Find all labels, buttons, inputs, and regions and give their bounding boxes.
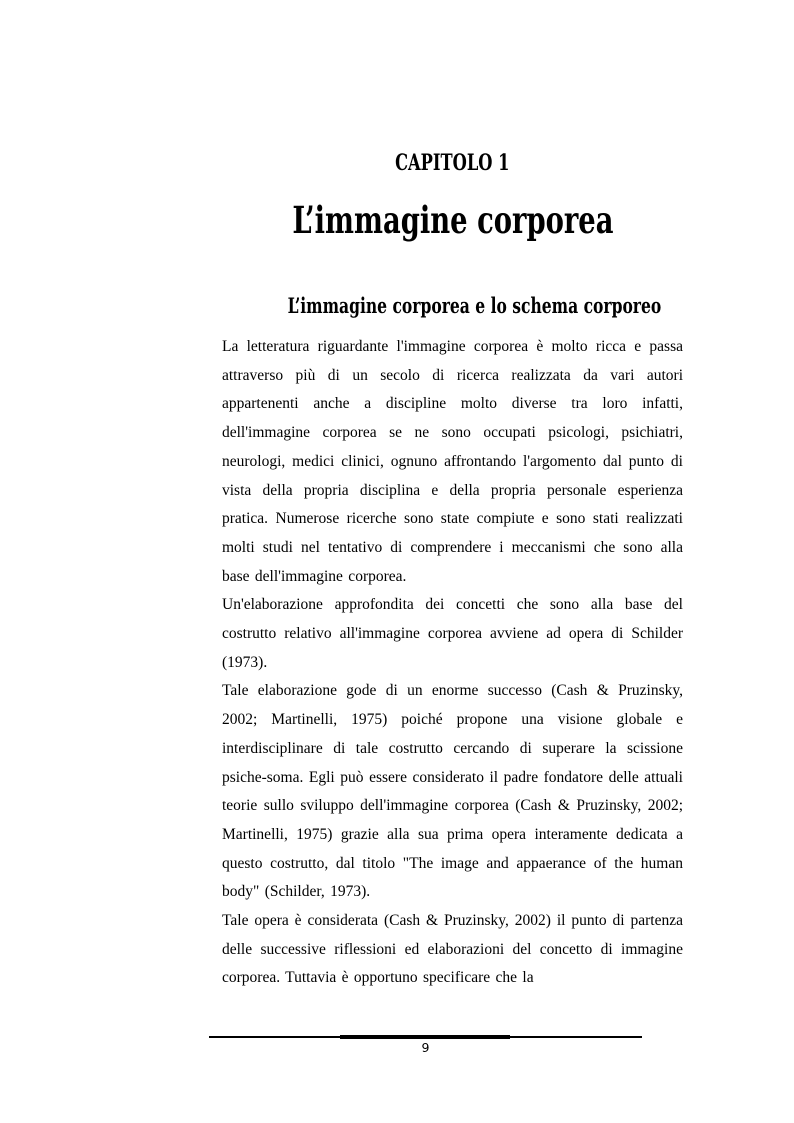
chapter-heading — [222, 150, 683, 176]
page-title — [222, 198, 683, 242]
body-paragraph: Tale opera è considerata (Cash & Pruzinsky, 2002) il punto di partenza delle successive riflessioni ed elaborazioni del concetto di immagine corporea. Tuttavia è opportuno specificare che la — [222, 912, 683, 987]
body-text — [222, 333, 683, 993]
section-subtitle — [222, 293, 683, 318]
footer-rule-thick — [340, 1035, 510, 1039]
body-paragraph: Tale elaborazione gode di un enorme successo (Cash & Pruzinsky, 2002; Martinelli, 1975) poiché propone una visione globale e interdisciplinare di tale costrutto cercando di superare la scissione psiche-soma. Egli può essere considerato il padre fondatore delle attuali teorie sullo sviluppo dell'immagine corporea (Cash & Pruzinsky, 2002; Martinelli, 1975) grazie alla sua prima opera interamente dedicata a questo costrutto, dal titolo "The image and appaerance of the human body" (Schilder, 1973). — [222, 682, 683, 901]
page-number: 9 — [421, 1040, 430, 1055]
page-title-text: L’immagine corporea — [291, 198, 614, 242]
chapter-heading-text: CAPITOLO 1 — [395, 150, 510, 176]
body-paragraph: Un'elaborazione approfondita dei concetti che sono alla base del costrutto relativo all'immagine corporea avviene ad opera di Schilder (1973). — [222, 596, 683, 671]
section-subtitle-text: L’immagine corporea e lo schema corporeo — [287, 293, 662, 318]
body-paragraph: La letteratura riguardante l'immagine corporea è molto ricca e passa attraverso più di un secolo di ricerca realizzata da vari autori appartenenti anche a discipline molto diverse tra loro infatti, dell'immagine corporea se ne sono occupati psicologi, psichiatri, neurologi, medici clinici, ognuno affrontando l'argomento dal punto di vista della propria disciplina e della propria personale esperienza pratica. Numerose ricerche sono state compiute e sono stati realizzati molti studi nel tentativo di comprendere i meccanismi che sono alla base dell'immagine corporea. — [222, 338, 683, 585]
